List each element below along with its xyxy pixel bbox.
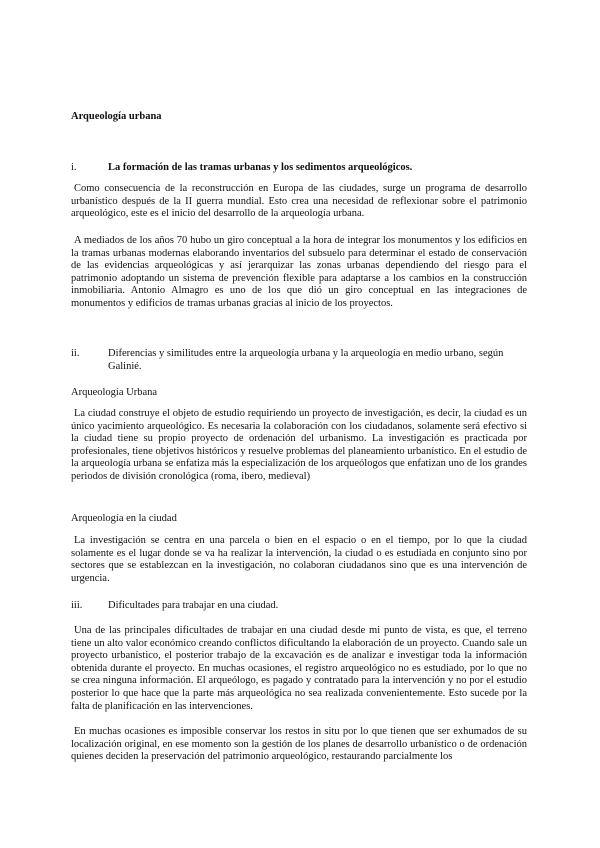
section-3-title: Dificultades para trabajar en una ciudad. xyxy=(108,600,279,611)
subheading-arqueologia-urbana: Arqueología Urbana xyxy=(71,387,158,398)
section-3-paragraph: Una de las principales dificultades de trabajar en una ciudad desde mi punto de vista, es que, el terreno tiene un alto valor económico creando conflictos dificultando la elaboración de un proyecto. Cuando sale un proyecto urbanístico, el posterior trabajo de la excavación es de analizar e investigar toda la información obtenida durante el proyecto. En muchas ocasiones, el registro arqueológico no es estudiado, por lo que no se crea ninguna información. El arqueólogo, es pagado y contratado para la intervención y no por el estudio posterior lo que hace que la parte más arqueológica no sea realizada convenientemente. Esto sucede por la falta de planificación en las intervenciones. xyxy=(71,625,527,712)
section-2-paragraph: La ciudad construye el objeto de estudio requiriendo un proyecto de investigación, es decir, la ciudad es un único yacimiento arqueológico. Es necesaria la colaboración con los ciudadanos, solamente será efectivo si la ciudad tiene su propio proyecto de ordenación del urbanismo. La investigación es practicada por profesionales, tiene objetivos históricos y resuelve problemas del planeamiento urbanístico. En el estudio de la arqueología urbana se enfatiza más la especialización de los arqueólogos que enfatizan uno de los grandes periodos de división cronológica (roma, ibero, medieval) xyxy=(71,408,527,482)
section-3-heading xyxy=(71,600,527,611)
section-1-heading xyxy=(71,162,527,173)
document-title: Arqueología urbana xyxy=(71,111,162,122)
section-2-number: ii. xyxy=(71,348,80,359)
section-2-paragraph: La investigación se centra en una parcela o bien en el espacio o en el tiempo, por lo que la ciudad solamente es el lugar donde se va ha realizar la intervención, la ciudad o es estudiada en conjunto sino por sectores que se establezcan en la investigación, no colaboran ciudadanos sino que es una intervención de urgencia. xyxy=(71,535,527,584)
subheading-arqueologia-en-la-ciudad: Arqueología en la ciudad xyxy=(71,513,177,524)
section-3-number: iii. xyxy=(71,600,83,611)
section-3-paragraph: En muchas ocasiones es imposible conservar los restos in situ por lo que tienen que ser exhumados de su localización original, en ese momento son la gestión de los planes de desarrollo urbanístico o de ordenación quienes deciden la preservación del patrimonio arqueológico, restaurando parcialmente los xyxy=(71,726,527,763)
section-1-paragraph: A mediados de los años 70 hubo un giro conceptual a la hora de integrar los monumentos y los edificios en la tramas urbanas modernas elaborando inventarios del subsuelo para determinar el estado de conservación de las evidencias arqueológicas y así jerarquizar las zonas urbanas dependiendo del riesgo para el patrimonio adoptando un sistema de prevención flexible para adaptarse a los cambios en la construcción inmobiliaria. Antonio Almagro es uno de los que dió un giro conceptual en las integraciones de monumentos y edificios de tramas urbanas gracias al inicio de los proyectos. xyxy=(71,235,527,309)
section-1-title: La formación de las tramas urbanas y los sedimentos arqueológicos. xyxy=(108,162,413,173)
section-1-number: i. xyxy=(71,162,77,173)
section-2-heading xyxy=(71,348,527,373)
section-2-title: Diferencias y similitudes entre la arqueología urbana y la arqueología en medio urbano, según Galinié. xyxy=(108,348,504,372)
section-1-paragraph: Como consecuencia de la reconstrucción en Europa de las ciudades, surge un programa de desarrollo urbanístico después de la II guerra mundial. Esto crea una necesidad de reflexionar sobre el patrimonio arqueológico, este es el inicio del desarrollo de la arqueología urbana. xyxy=(71,183,527,220)
